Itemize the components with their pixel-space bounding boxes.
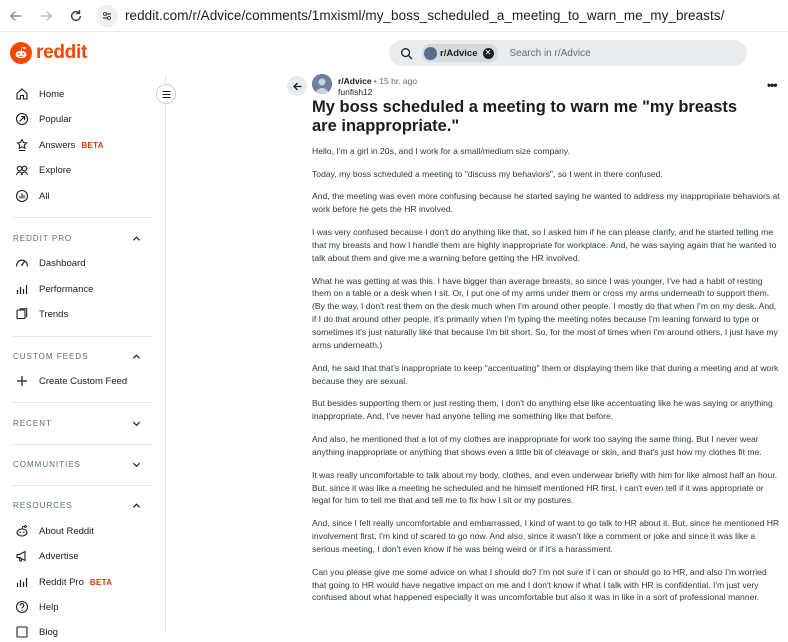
browser-toolbar [0, 0, 788, 32]
sidebar-item-explore[interactable] [14, 160, 71, 180]
chevron-down-icon [132, 419, 141, 428]
blog-icon [14, 624, 30, 640]
post-paragraph: Today, my boss scheduled a meeting to "discuss my behaviors", so I went in there confused. [312, 168, 663, 179]
browser-reload-button[interactable] [62, 2, 90, 30]
section-title: CUSTOM FEEDS [13, 351, 89, 361]
sidebar-divider [12, 485, 152, 486]
search-input[interactable]: Search in r/Advice [509, 47, 591, 59]
sidebar-item-help[interactable] [14, 597, 59, 617]
section-title: RESOURCES [13, 500, 73, 510]
performance-icon [14, 281, 30, 297]
sidebar-item-label: About Reddit [39, 525, 94, 537]
sidebar-item-label: Home [39, 88, 65, 100]
reddit-wordmark: reddit [36, 42, 87, 63]
answers-icon [14, 137, 30, 153]
explore-icon [14, 162, 30, 178]
sidebar-item-label: Answers [39, 139, 76, 151]
post-paragraph: It was really uncomfortable to talk about my body, clothes, and even underwear briefly with him for like almost half an hour. But, since it was like a meeting he scheduled and he himself mentioned HR first, I can't even tell if it was appropriate or legal for him to tell me that and tell me to fix how I sit or my postures. [312, 469, 778, 506]
reddit-icon [14, 523, 30, 539]
subreddit-avatar[interactable] [312, 74, 332, 94]
trends-icon [14, 306, 30, 322]
sidebar-item-label: Create Custom Feed [39, 375, 128, 387]
home-icon [14, 86, 30, 102]
left-sidebar [0, 74, 166, 638]
search-scope-chip [422, 44, 498, 62]
sidebar-item-blog[interactable] [14, 622, 58, 642]
post-paragraph: But besides supporting them or just resting them, I don't do anything else like accentuating like he was saying or anything inappropriate. And, I've never had anyone telling me something like that before. [312, 398, 773, 422]
sidebar-item-about-reddit[interactable] [14, 521, 94, 541]
section-header-reddit-pro[interactable] [13, 231, 141, 245]
site-settings-icon[interactable] [96, 5, 118, 27]
sidebar-item-advertise[interactable] [14, 546, 79, 566]
browser-forward-button[interactable] [32, 2, 60, 30]
help-icon [14, 599, 30, 615]
sidebar-item-label: Popular [39, 113, 72, 125]
post-paragraph: I was very confused because I don't do anything like that, so I asked him if he can please clarify, and he started telling me that my breasts and how I handle them are highly inappropriate for workplace. And, he was saying again that he wanted to talk about them and give me a warning before getting the HR involved. [312, 227, 777, 263]
section-header-communities[interactable] [13, 457, 141, 471]
url-text[interactable]: reddit.com/r/Advice/comments/1mxisml/my_boss_scheduled_a_meeting_to_warn_me_my_breasts/ [125, 8, 725, 23]
popular-icon [14, 111, 30, 127]
sidebar-item-label: Reddit Pro [39, 576, 84, 588]
sidebar-divider [12, 402, 152, 403]
author-link[interactable]: funfish12 [338, 87, 373, 97]
address-bar[interactable] [96, 3, 724, 29]
section-header-resources[interactable] [13, 498, 141, 512]
arrow-left-icon [9, 9, 23, 23]
section-header-recent[interactable] [13, 416, 141, 430]
post-content [167, 74, 788, 632]
chevron-down-icon [132, 460, 141, 469]
sidebar-item-create-custom-feed[interactable] [14, 371, 127, 391]
section-title: COMMUNITIES [13, 459, 81, 469]
sidebar-item-dashboard[interactable] [14, 253, 85, 273]
section-header-custom-feeds[interactable] [13, 349, 141, 363]
dashboard-icon [14, 255, 30, 271]
more-options-icon[interactable]: ••• [767, 78, 777, 92]
section-title: REDDIT PRO [13, 233, 73, 243]
section-title: RECENT [13, 418, 52, 428]
sidebar-divider [12, 336, 152, 337]
sidebar-item-reddit-pro[interactable] [14, 572, 112, 592]
post-paragraph: And, he said that that's inappropriate to keep "accentuating" them or displaying them like that during a meeting and at work because they are sexual. [312, 362, 779, 386]
post-time: 15 hr. ago [379, 76, 418, 86]
meta-separator: • [373, 76, 377, 86]
reload-icon [69, 9, 83, 23]
reddit-logo[interactable] [10, 42, 87, 64]
sidebar-item-all[interactable] [14, 186, 50, 206]
pro-icon [14, 574, 30, 590]
sidebar-item-label: Explore [39, 164, 72, 176]
reddit-header [0, 32, 788, 74]
sidebar-item-answers[interactable] [14, 135, 104, 155]
post-title: My boss scheduled a meeting to warn me "my breasts are inappropriate." [312, 98, 738, 135]
chevron-up-icon [132, 352, 141, 361]
subreddit-avatar-icon [424, 47, 437, 60]
post-paragraph: And, since I felt really uncomfortable and embarrassed, I kind of want to go talk to HR about it. But, since he mentioned HR involvement first, I'm kind of scared to go now. And also, since it wasn't like a comment or joke and since it was like a serious meeting, I don't even know if he was being weird or if it's a harassment. [312, 518, 780, 554]
sidebar-item-label: Dashboard [39, 257, 86, 269]
beta-badge: BETA [89, 577, 113, 587]
sidebar-divider [12, 217, 152, 218]
post-meta [338, 76, 417, 86]
reddit-snoo-icon [10, 42, 32, 64]
search-scope-label: r/Advice [440, 47, 478, 59]
post-paragraph: And also, he mentioned that a lot of my clothes are inappropriate for work too saying the same thing. But I never wear anything inappropriate or anything that shows even a little bit of cleavage or skin, and that's just how my clothes fit me. [312, 433, 762, 457]
advertise-icon [14, 548, 30, 564]
back-button[interactable] [287, 76, 307, 96]
plus-icon [14, 373, 30, 389]
beta-badge: BETA [81, 140, 104, 150]
sidebar-item-home[interactable] [14, 84, 64, 104]
sidebar-item-label: Advertise [39, 550, 79, 562]
all-icon [14, 188, 30, 204]
sidebar-item-label: Blog [39, 626, 59, 638]
sidebar-item-performance[interactable] [14, 279, 93, 299]
post-paragraph: Can you please give me some advice on what I should do? I'm not sure if I can or should go to HR, and also I'm worried that going to HR would have negative impact on me and I don't know if what I talk with HR is confidential. I'm just very confused about what happened especially it was uncomfortable but also it was in like in a sort of professional manner. [312, 566, 767, 603]
close-icon[interactable]: ✕ [483, 48, 494, 59]
post-paragraph: Hello, I'm a girl in 20s, and I work for a small/medium size company. [312, 146, 570, 156]
post-body [312, 145, 782, 614]
sidebar-item-trends[interactable] [14, 304, 68, 324]
sidebar-item-popular[interactable] [14, 109, 72, 129]
search-icon [400, 47, 413, 60]
sidebar-item-label: Performance [39, 283, 94, 295]
sidebar-divider [12, 444, 152, 445]
arrow-left-icon [292, 81, 303, 92]
search-bar[interactable] [389, 40, 747, 66]
chevron-up-icon [132, 501, 141, 510]
browser-back-button[interactable] [2, 2, 30, 30]
chevron-up-icon [132, 234, 141, 243]
post-paragraph: What he was getting at was this. I have bigger than average breasts, so since I was younger, I've had a habit of resting them on a table or a desk when I sit. Or, I put one of my arms under them or cross my arms underneath to support them. (By the way, I don't rest them on the desk much when I'm around other people. I mostly do that when I'm on my desk. And, if I do that around other people, it's primarily when I'm typing the meeting notes because I'm leaning forward to type or sometimes it's just naturally like that because I'm bit short. So, for the most of times when I'm around others, I just have my arms underneath.) [312, 275, 778, 351]
subreddit-link[interactable]: r/Advice [338, 76, 372, 86]
sidebar-item-label: Trends [39, 308, 69, 320]
post-paragraph: And, the meeting was even more confusing because he started saying he wanted to address my inappropriate behaviors at work before he gets the HR involved. [312, 191, 780, 215]
sidebar-item-label: All [39, 190, 50, 202]
arrow-right-icon [39, 9, 53, 23]
sidebar-item-label: Help [39, 601, 59, 613]
